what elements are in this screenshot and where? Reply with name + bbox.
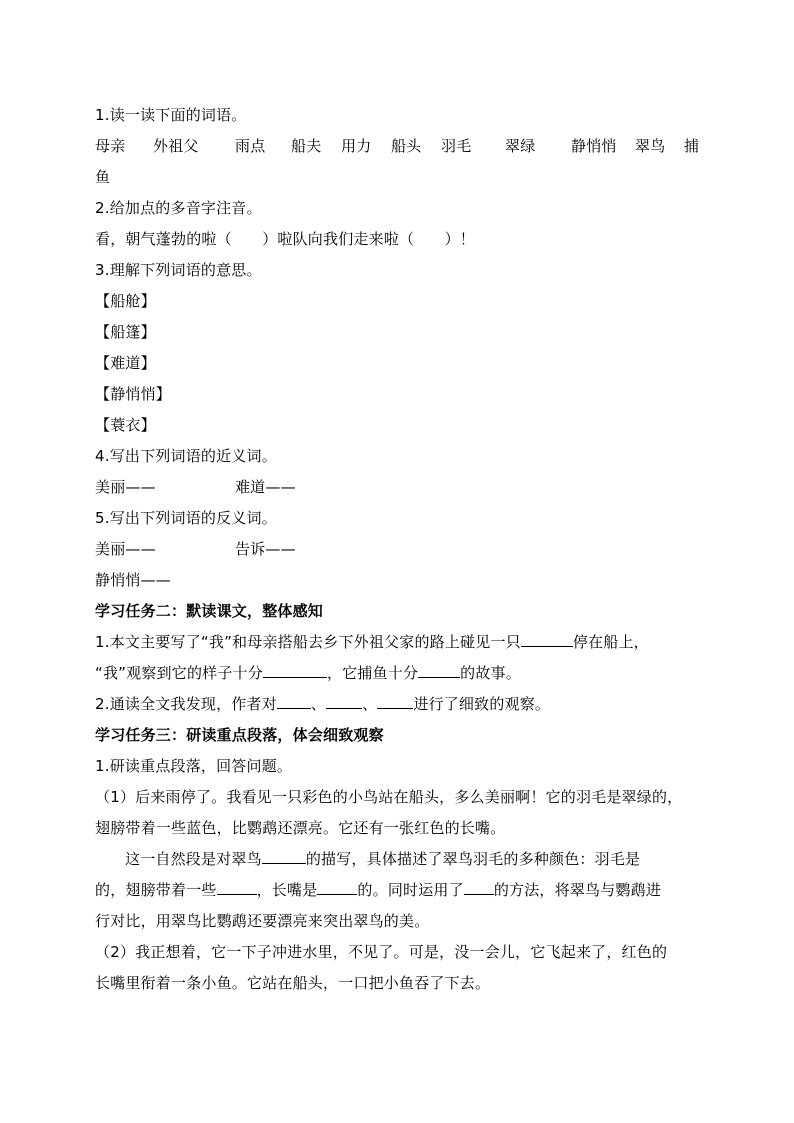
q5-antonym-row: [95, 534, 705, 565]
task2-q2-text: 2.通读全文我发现，作者对: [95, 695, 277, 713]
word-item: 捕: [684, 137, 700, 155]
word-item: 翠鸟: [635, 137, 666, 155]
q5-title: 5.写出下列词语的反义词。: [95, 509, 277, 527]
analysis-line2: [95, 875, 705, 906]
analysis-text: 这一自然段是对翠鸟: [125, 850, 262, 868]
answer-blank[interactable]: [418, 659, 460, 678]
analysis-line1: [95, 844, 705, 875]
answer-blank[interactable]: [277, 690, 311, 709]
answer-blank[interactable]: [262, 845, 306, 864]
task3-heading: 学习任务三：研读重点段落，体会细致观察: [95, 726, 384, 744]
word-item: 船夫: [291, 137, 322, 155]
q4-title: 4.写出下列词语的近义词。: [95, 447, 277, 465]
q3-term: 【难道】: [95, 354, 156, 372]
analysis-text: 的描写，具体描述了翠鸟羽毛的多种颜色：羽毛是: [305, 850, 641, 868]
q2-text: 看，朝气蓬勃的啦（ ）啦队向我们走来啦（ ）！: [95, 230, 476, 248]
answer-blank[interactable]: [464, 876, 494, 895]
q3-term: 【船篷】: [95, 323, 156, 341]
analysis-line3: 行对比，用翠鸟比鹦鹉还要漂亮来突出翠鸟的美。: [95, 912, 430, 930]
word-item: 翠绿: [505, 137, 536, 155]
synonym-item: 美丽——: [95, 478, 156, 496]
passage-2-line1: （2）我正想着，它一下子冲进水里，不见了。可是，没一会儿，它飞起来了，红色的: [95, 943, 668, 961]
task2-q1-line1: [95, 627, 705, 658]
answer-blank[interactable]: [521, 628, 573, 647]
passage-2-line2: 长嘴里衔着一条小鱼。它站在船头，一口把小鱼吞了下去。: [95, 974, 491, 992]
task2-q1-line2: [95, 658, 705, 689]
q4-synonym-row: [95, 472, 705, 503]
task2-q1-text: ，它捕鱼十分: [326, 664, 419, 682]
answer-blank[interactable]: [263, 659, 327, 678]
worksheet-content: [95, 100, 705, 999]
q1-word-list: [95, 131, 705, 162]
word-item: 用力: [341, 137, 372, 155]
word-item: 静悄悄: [571, 137, 617, 155]
answer-blank[interactable]: [317, 876, 357, 895]
synonym-item: 难道——: [234, 478, 296, 496]
answer-blank[interactable]: [326, 690, 362, 709]
word-item: 外祖父: [153, 137, 199, 155]
answer-blank[interactable]: [217, 876, 257, 895]
word-item: 雨点: [235, 137, 266, 155]
antonym-item: 静悄悄——: [95, 571, 172, 589]
separator: 、: [310, 695, 327, 713]
word-item: 母亲: [95, 137, 126, 155]
q1-title: 1.读一读下面的词语。: [95, 106, 247, 124]
task2-q2-text: 进行了细致的观察。: [413, 695, 551, 713]
analysis-text: 的。同时运用了: [357, 881, 464, 899]
passage-1-line2: 翅膀带着一些蓝色，比鹦鹉还漂亮。它还有一张红色的长嘴。: [95, 819, 506, 837]
word-item: 船头: [391, 137, 422, 155]
task2-q1-text: “我”观察到它的样子十分: [95, 664, 263, 682]
q3-term: 【静悄悄】: [95, 385, 172, 403]
task2-heading: 学习任务二：默读课文，整体感知: [95, 602, 324, 620]
word-item: 羽毛: [441, 137, 472, 155]
analysis-text: 的，翅膀带着一些: [95, 881, 217, 899]
analysis-text: ，长嘴是: [256, 881, 318, 899]
task2-q1-text: 的故事。: [460, 664, 521, 682]
q3-term: 【蓑衣】: [95, 416, 156, 434]
task2-q1-text: 1.本文主要写了“我”和母亲搭船去乡下外祖父家的路上碰见一只: [95, 633, 521, 651]
antonym-item: 美丽——: [95, 540, 156, 558]
antonym-item: 告诉——: [234, 540, 296, 558]
q2-title: 2.给加点的多音字注音。: [95, 199, 262, 217]
task2-q2: [95, 689, 705, 720]
q1-word-wrap: 鱼: [95, 168, 111, 186]
task2-q1-text: 停在船上，: [572, 633, 649, 651]
q3-title: 3.理解下列词语的意思。: [95, 261, 262, 279]
passage-1-line1: （1）后来雨停了。我看见一只彩色的小鸟站在船头，多么美丽啊！它的羽毛是翠绿的，: [95, 788, 683, 806]
q3-term: 【船舱】: [95, 292, 156, 310]
separator: 、: [362, 695, 378, 713]
task3-q1: 1.研读重点段落，回答问题。: [95, 757, 293, 775]
answer-blank[interactable]: [377, 690, 413, 709]
analysis-text: 的方法，将翠鸟与鹦鹉进: [493, 881, 662, 899]
